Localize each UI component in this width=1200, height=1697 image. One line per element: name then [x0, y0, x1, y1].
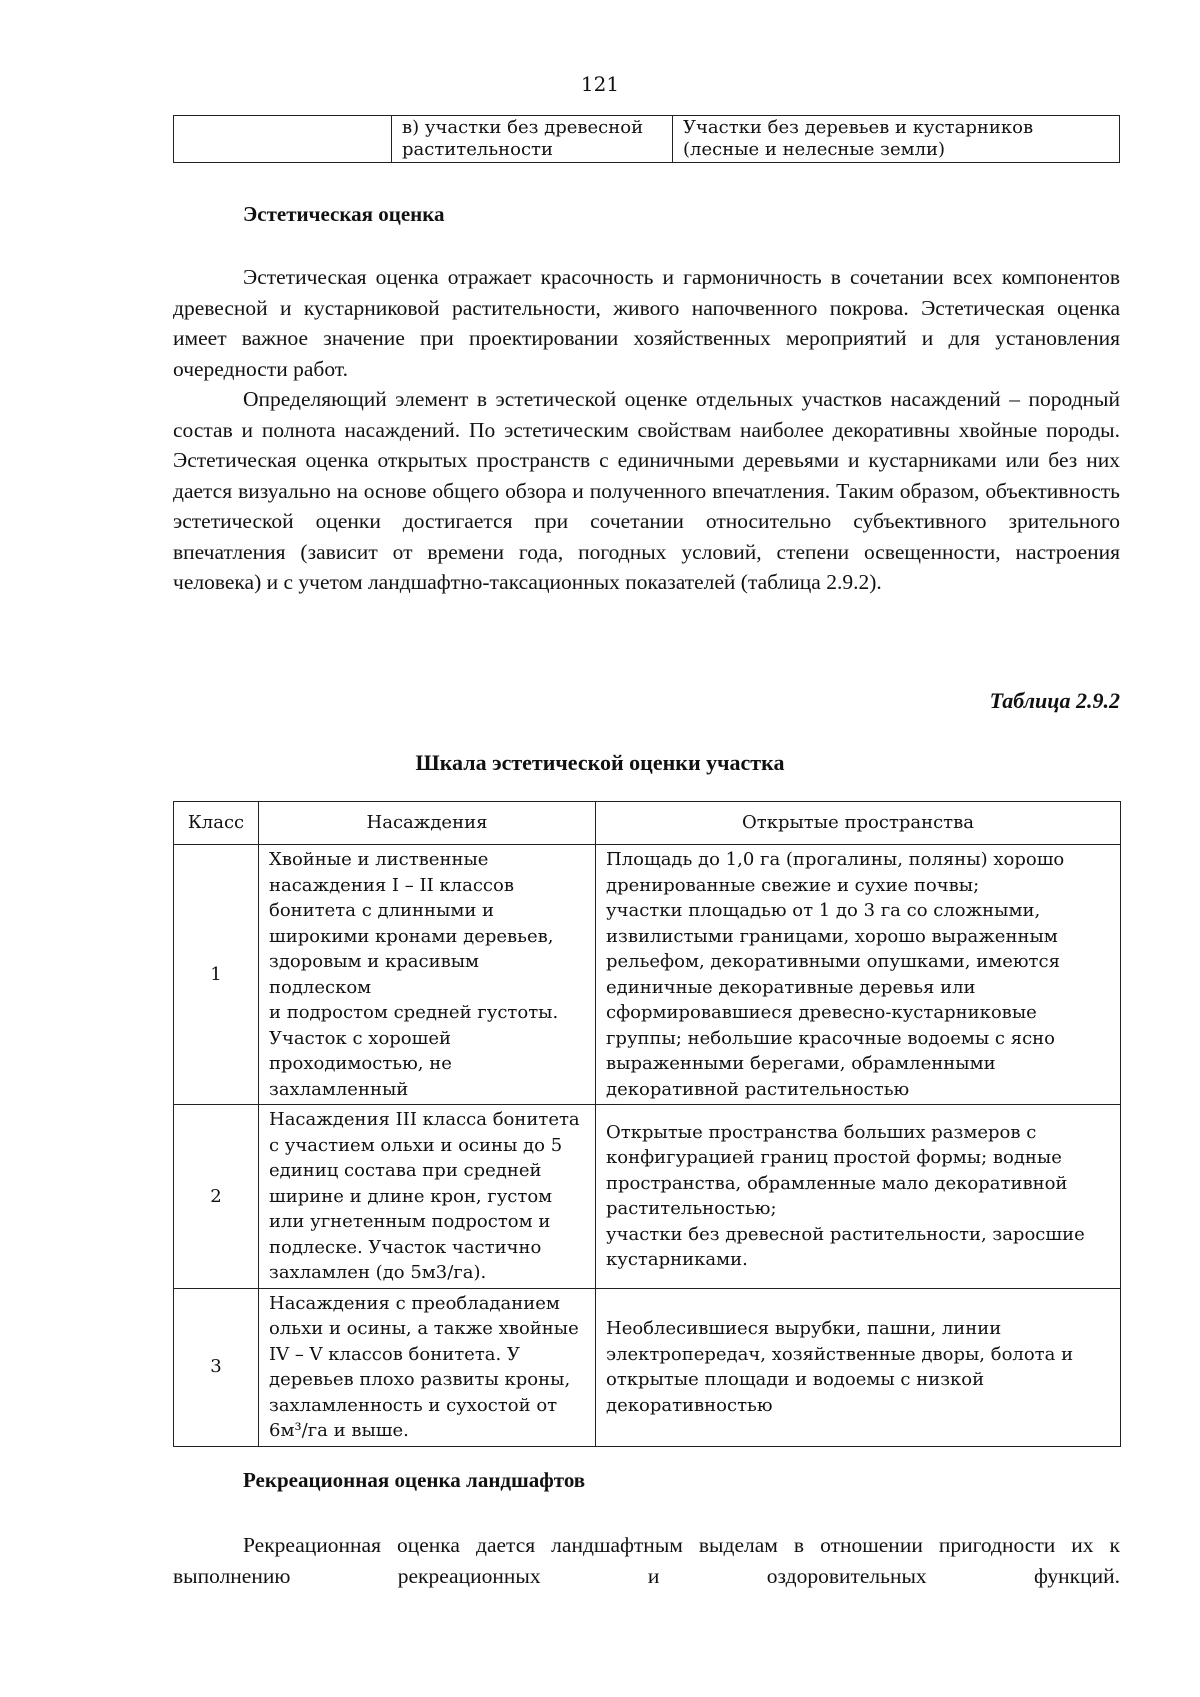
aesthetic-text [173, 262, 1120, 598]
table-row [174, 1288, 1121, 1446]
paragraph: Эстетическая оценка отражает красочность и гармоничность в сочетании всех компонентов древесной и кустарниковой растительности, живого напочвенного покрова. Эстетическая оценка имеет важное значение при проектировании хозяйственных мероприятий и для установления очередности работ. [173, 265, 1120, 381]
cell-line: проходимостью, не [269, 1053, 452, 1074]
cell-line: захламлен (до 5м3/га). [269, 1262, 487, 1283]
table-row [174, 845, 1121, 1105]
header-open-spaces: Открытые пространства [596, 802, 1121, 845]
recreational-text [173, 1530, 1120, 1591]
header-class: Класс [174, 802, 259, 845]
class-cell: 3 [174, 1288, 259, 1446]
cell-line: Площадь до 1,0 га (прогалины, поляны) хорошо [606, 849, 1065, 870]
cell-line: группы; небольшие красочные водоемы с ясно [606, 1027, 1055, 1049]
table-row [174, 116, 1120, 163]
paragraph: Определяющий элемент в эстетической оценке отдельных участков насаждений – породный состав и полнота насаждений. По эстетическим свойствам наиболее декоративны хвойные породы. Эстетическая оценка открытых пространств с единичными деревьями и кустарниками или без них дается визуально на основе общего обзора и полученного впечатления. Таким образом, объективность эстетической оценки достигается при сочетании относительно субъективного зрительного впечатления (зависит от времени года, погодных условий, степени освещенности, настроения человека) и с учетом ландшафтно-таксационных показателей (таблица 2.9.2). [173, 387, 1120, 594]
paragraph: Рекреационная оценка дается ландшафтным выделам в отношении пригодности их к выполнению рекреационных и оздоровительных функций. [173, 1533, 1120, 1588]
cell-line: Хвойные и лиственные [269, 849, 489, 870]
cell-line: электропередач, хозяйственные дворы, болота и [606, 1343, 1074, 1365]
page-number: 121 [580, 72, 620, 96]
cell-line: декоративностью [606, 1394, 773, 1416]
aesthetic-scale-table [173, 801, 1121, 1447]
header-stands: Насаждения [259, 802, 596, 845]
cell-line: захламленный [269, 1078, 409, 1100]
cell-line: с участием ольхи и осины до 5 [269, 1134, 563, 1156]
cell-line: пространства, обрамленные мало декоративной [606, 1172, 1068, 1194]
cell-line: бонитета с длинными и [269, 900, 495, 921]
cell-line: ольхи и осины, а также хвойные [269, 1318, 579, 1339]
section-heading-aesthetic: Эстетическая оценка [243, 202, 445, 226]
stands-cell [259, 1288, 596, 1446]
cell-line: декоративной растительностью [606, 1078, 910, 1100]
cell-line: Участки без деревьев и кустарников [683, 117, 1034, 138]
cell-line: (лесные и нелесные земли) [683, 139, 946, 160]
class-cell: 1 [174, 845, 259, 1105]
cell-line: в) участки без древесной [402, 117, 644, 138]
cell-line: насаждения I – II классов [269, 874, 514, 896]
table-caption: Шкала эстетической оценки участка [415, 750, 785, 775]
cell-line: рельефом, декоративными опушками, имеются [606, 951, 1060, 972]
cell-line: Насаждения III класса бонитета [269, 1109, 580, 1130]
cell-line: или угнетенным подростом и [269, 1211, 551, 1232]
cell-line: извилистыми границами, хорошо выраженным [606, 925, 1058, 947]
top-table-cell-2 [392, 116, 673, 163]
cell-line: Необлесившиеся вырубки, пашни, линии [606, 1318, 1002, 1339]
cell-line: растительностью; [606, 1198, 777, 1220]
top-table-fragment [173, 115, 1120, 163]
cell-line: захламленность и сухостой от [269, 1394, 558, 1416]
cell-line: деревьев плохо развиты кроны, [269, 1369, 571, 1390]
cell-line: конфигурацией границ простой формы; водные [606, 1147, 1062, 1169]
stands-cell [259, 1105, 596, 1289]
cell-line: сформировавшиеся древесно-кустарниковые [606, 1002, 1037, 1023]
cell-line: Участок с хорошей [269, 1027, 452, 1049]
table-row [174, 1105, 1121, 1289]
cell-line: Насаждения с преобладанием [269, 1292, 560, 1314]
cell-line: участки без древесной растительности, заросшие [606, 1223, 1085, 1245]
cell-line: Открытые пространства больших размеров с [606, 1121, 1037, 1143]
cell-line: выраженными берегами, обрамленными [606, 1053, 996, 1074]
cell-line: участки площадью от 1 до 3 га со сложными, [606, 900, 1041, 921]
class-cell: 2 [174, 1105, 259, 1289]
cell-line: ширине и длине крон, густом [269, 1185, 553, 1207]
open-spaces-cell [596, 845, 1121, 1105]
top-table-cell-3 [673, 116, 1120, 163]
cell-line: кустарниками. [606, 1249, 748, 1271]
cell-line: широкими кронами деревьев, [269, 925, 554, 947]
stands-cell [259, 845, 596, 1105]
top-table-cell-1 [174, 116, 392, 163]
cell-line: дренированные свежие и сухие почвы; [606, 874, 980, 896]
cell-line: открытые площади и водоемы с низкой [606, 1369, 985, 1390]
cell-line: единичные декоративные деревья или [606, 976, 976, 998]
table-header-row [174, 802, 1121, 845]
cell-line: растительности [402, 139, 554, 160]
cell-line: подлеске. Участок частично [269, 1236, 542, 1258]
cell-line: здоровым и красивым подлеском [269, 951, 480, 998]
cell-line: единиц состава при средней [269, 1160, 542, 1181]
cell-line: и подростом средней густоты. [269, 1002, 559, 1023]
open-spaces-cell [596, 1288, 1121, 1446]
table-label: Таблица 2.9.2 [989, 688, 1120, 713]
section-heading-recreational: Рекреационная оценка ландшафтов [243, 1468, 586, 1492]
cell-line: 6м³/га и выше. [269, 1420, 409, 1441]
open-spaces-cell [596, 1105, 1121, 1289]
cell-line: IV – V классов бонитета. У [269, 1343, 520, 1365]
